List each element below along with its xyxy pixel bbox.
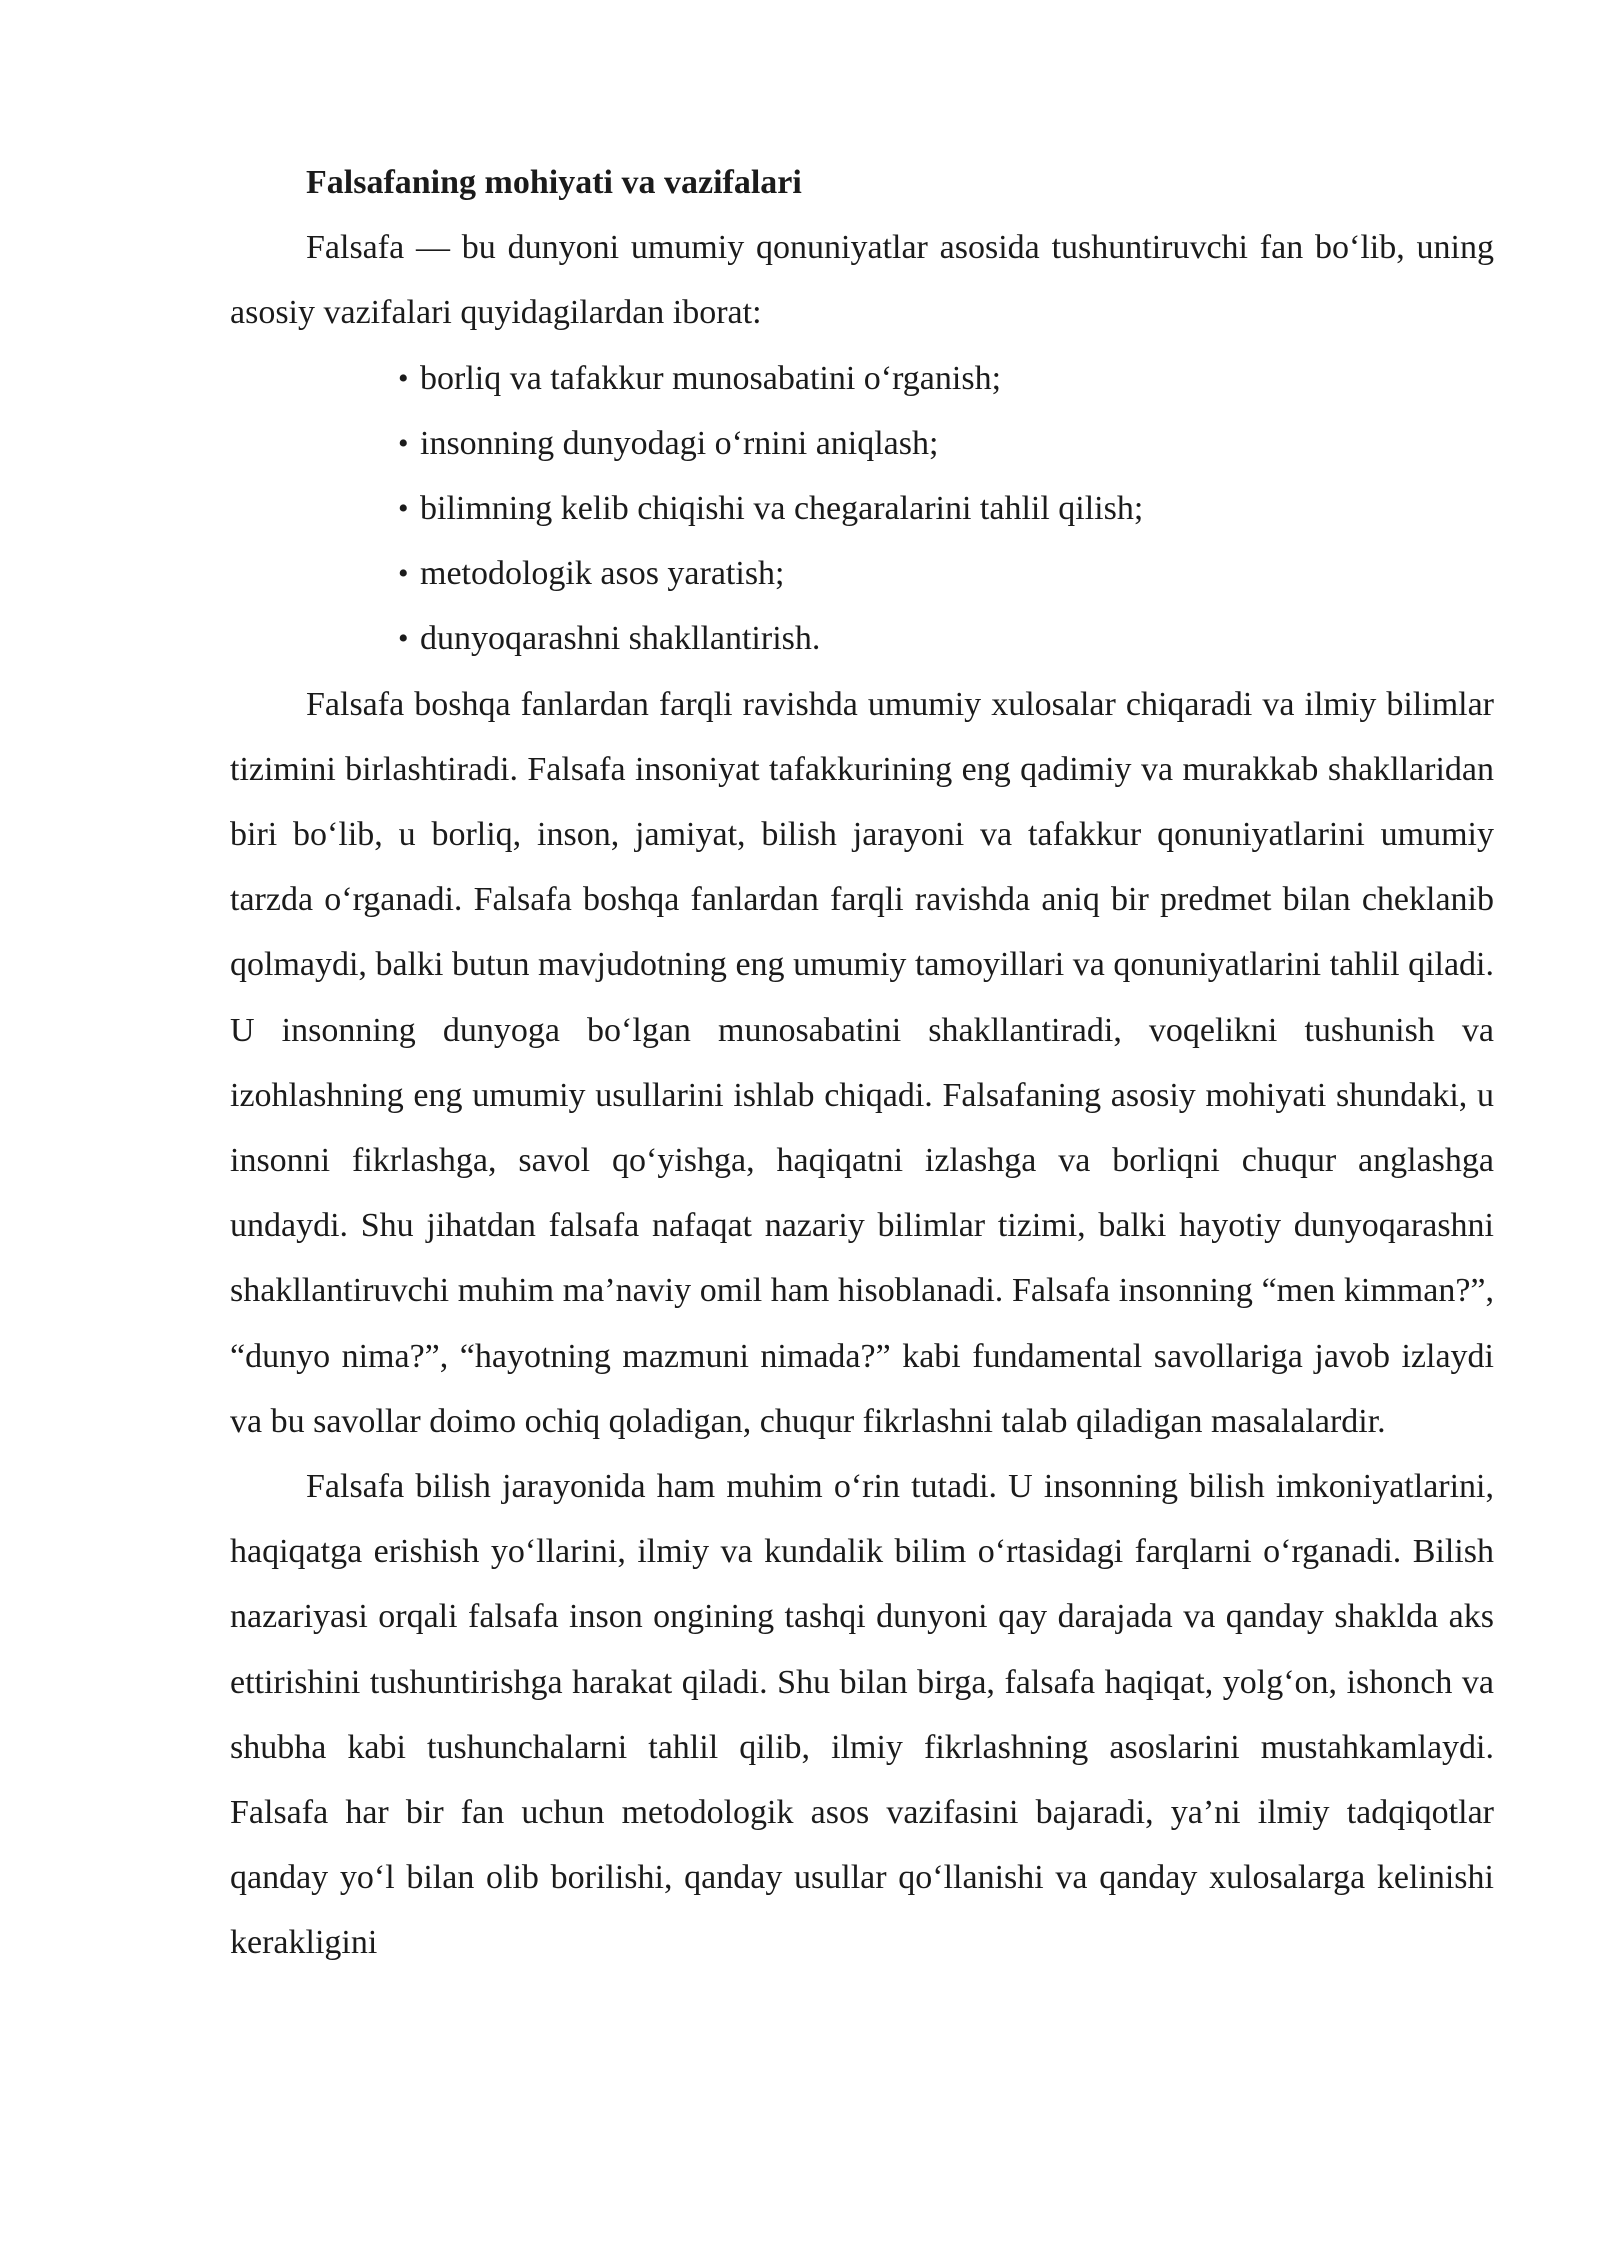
list-item (398, 541, 1494, 606)
bullet-icon: • (398, 361, 409, 395)
bullet-icon: • (398, 622, 409, 656)
body-paragraph-2: Falsafa bilish jarayonida ham muhim o‘rin tutadi. U insonning bilish imkoniyatlarini, haqiqatga erishish yo‘llarini, ilmiy va kundalik bilim o‘rtasidagi farqlarni o‘rganadi. Bilish nazariyasi orqali falsafa inson ongining tashqi dunyoni qay darajada va qanday shaklda aks ettirishini tushuntirishga harakat qiladi. Shu bilan birga, falsafa haqiqat, yolg‘on, ishonch va shubha kabi tushunchalarni tahlil qilib, ilmiy fikrlashning asoslarini mustahkamlaydi. Falsafa har bir fan uchun metodologik asos vazifasini bajaradi, ya’ni ilmiy tadqiqotlar qanday yo‘l bilan olib borilishi, qanday usullar qo‘llanishi va qanday xulosalarga kelinishi kerakligini (230, 1468, 1494, 1962)
list-item-text: dunyoqarashni shakllantirish. (420, 620, 821, 658)
list-item (398, 411, 1494, 476)
section-heading: Falsafaning mohiyati va vazifalari (306, 164, 802, 201)
list-item-text: borliq va tafakkur munosabatini o‘rganish; (420, 359, 1002, 397)
list-item-text: metodologik asos yaratish; (420, 555, 785, 593)
list-item-text: bilimning kelib chiqishi va chegaralarini tahlil qilish; (420, 490, 1144, 528)
bullet-icon: • (398, 426, 409, 460)
list-item (398, 606, 1494, 671)
tasks-list (230, 346, 1494, 672)
body-paragraph-1: Falsafa boshqa fanlardan farqli ravishda umumiy xulosalar chiqaradi va ilmiy bilimlar tizimini birlashtiradi. Falsafa insoniyat tafakkurining eng qadimiy va murakkab shakllaridan biri bo‘lib, u borliq, inson, jamiyat, bilish jarayoni va tafakkur qonuniyatlarini umumiy tarzda o‘rganadi. Falsafa boshqa fanlardan farqli ravishda aniq bir predmet bilan cheklanib qolmaydi, balki butun mavjudotning eng umumiy tamoyillari va qonuniyatlarini tahlil qiladi. U insonning dunyoga bo‘lgan munosabatini shakllantiradi, voqelikni tushunish va izohlashning eng umumiy usullarini ishlab chiqadi. Falsafaning asosiy mohiyati shundaki, u insonni fikrlashga, savol qo‘yishga, haqiqatni izlashga va borliqni chuqur anglashga undaydi. Shu jihatdan falsafa nafaqat nazariy bilimlar tizimi, balki hayotiy dunyoqarashni shakllantiruvchi muhim ma’naviy omil ham hisoblanadi. Falsafa insonning “men kimman?”, “dunyo nima?”, “hayotning mazmuni nimada?” kabi fundamental savollariga javob izlaydi va bu savollar doimo ochiq qoladigan, chuqur fikrlashni talab qiladigan masalalardir. (230, 685, 1494, 1440)
list-item (398, 346, 1494, 411)
intro-paragraph: Falsafa — bu dunyoni umumiy qonuniyatlar asosida tushuntiruvchi fan bo‘lib, uning asosiy vazifalari quyidagilardan iborat: (230, 229, 1494, 332)
list-item-text: insonning dunyodagi o‘rnini aniqlash; (420, 424, 939, 462)
bullet-icon: • (398, 492, 409, 526)
list-item (398, 476, 1494, 541)
document-body (230, 150, 1494, 1976)
bullet-icon: • (398, 557, 409, 591)
